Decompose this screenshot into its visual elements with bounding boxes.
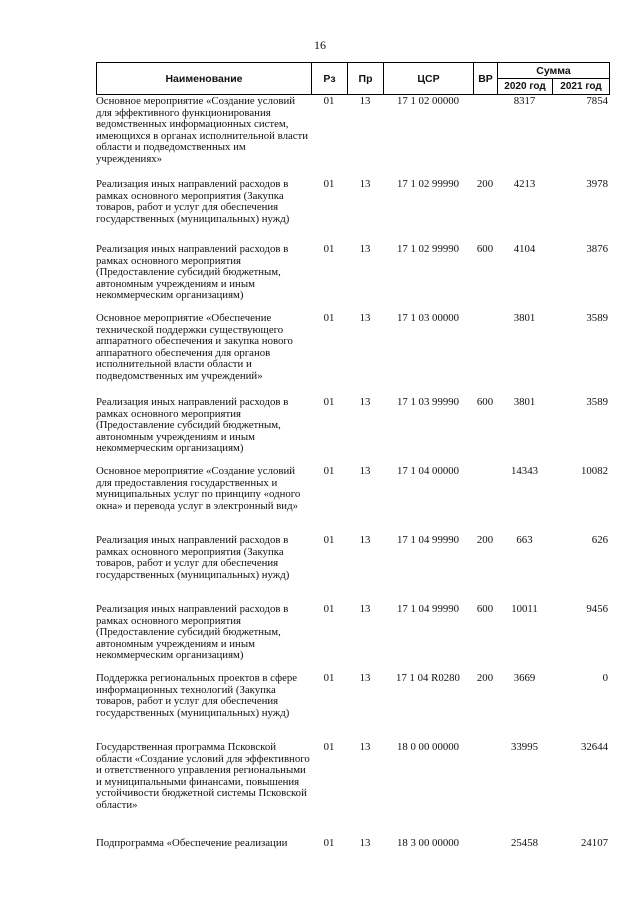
row-pr: 13	[359, 741, 371, 753]
row-vr: 600	[476, 603, 494, 615]
row-sum-2021: 24107	[581, 837, 608, 849]
row-name: Государственная программа Псковской области «Создание условий для эффективного и ответственного управления региональными и муниципальными финансами, повышения устойчивости бюджетной системы Псковской области»	[96, 741, 310, 811]
row-pr: 13	[359, 837, 371, 849]
row-rz: 01	[323, 741, 335, 753]
row-csr: 17 1 04 R0280	[396, 672, 460, 684]
row-sum-2020: 663	[516, 534, 533, 546]
row-sum-2021: 32644	[581, 741, 608, 753]
row-pr: 13	[359, 243, 371, 255]
table-header	[96, 62, 610, 95]
row-name: Реализация иных направлений расходов в рамках основного мероприятия (Закупка товаров, работ и услуг для обеспечения государственных (муниципальных) нужд)	[96, 534, 290, 581]
row-rz: 01	[323, 396, 335, 408]
row-name: Реализация иных направлений расходов в рамках основного мероприятия (Закупка товаров, работ и услуг для обеспечения государственных (муниципальных) нужд)	[96, 178, 290, 225]
row-csr: 17 1 04 99990	[396, 534, 460, 546]
row-csr: 17 1 03 99990	[396, 396, 460, 408]
row-csr: 17 1 02 00000	[396, 95, 460, 107]
row-csr: 18 0 00 00000	[396, 741, 460, 753]
row-sum-2021: 626	[591, 534, 608, 546]
header-2021: 2021 год	[560, 81, 602, 92]
row-rz: 01	[323, 312, 335, 324]
row-sum-2020: 33995	[511, 741, 538, 753]
row-sum-2021: 10082	[581, 465, 608, 477]
row-vr: 600	[476, 243, 494, 255]
row-rz: 01	[323, 672, 335, 684]
row-rz: 01	[323, 837, 335, 849]
row-pr: 13	[359, 95, 371, 107]
row-name: Реализация иных направлений расходов в рамках основного мероприятия (Предоставление субсидий бюджетным, автономным учреждениям и иным некоммерческим организациям)	[96, 603, 289, 662]
row-name: Реализация иных направлений расходов в рамках основного мероприятия (Предоставление субсидий бюджетным, автономным учреждениям и иным некоммерческим организациям)	[96, 396, 289, 455]
row-name: Подпрограмма «Обеспечение реализации	[96, 837, 288, 849]
row-rz: 01	[323, 95, 335, 107]
row-rz: 01	[323, 465, 335, 477]
row-rz: 01	[323, 603, 335, 615]
row-name: Основное мероприятие «Обеспечение технической поддержки существующего аппаратного обеспечения и закупка нового аппаратного обеспечения для органов исполнительной власти области и подведомственных им учреждений»	[96, 312, 293, 382]
row-vr: 200	[476, 178, 494, 190]
row-sum-2020: 8317	[513, 95, 536, 107]
header-csr: ЦСР	[384, 63, 474, 94]
row-sum-2021: 3978	[586, 178, 608, 190]
header-name: Наименование	[97, 63, 312, 94]
row-sum-2021: 3589	[586, 312, 608, 324]
row-csr: 17 1 03 00000	[396, 312, 460, 324]
header-rz: Рз	[312, 63, 348, 94]
row-sum-2021: 0	[602, 672, 608, 684]
row-sum-2020: 4104	[513, 243, 536, 255]
row-csr: 17 1 02 99990	[396, 243, 460, 255]
row-pr: 13	[359, 396, 371, 408]
row-name: Поддержка региональных проектов в сфере информационных технологий (Закупка товаров, работ и услуг для обеспечения государственных (муниципальных) нужд)	[96, 672, 298, 719]
row-rz: 01	[323, 178, 335, 190]
row-sum-2020: 4213	[513, 178, 536, 190]
row-sum-2020: 3669	[513, 672, 536, 684]
header-vr: ВР	[474, 63, 498, 94]
row-sum-2021: 3589	[586, 396, 608, 408]
row-pr: 13	[359, 312, 371, 324]
row-name: Основное мероприятие «Создание условий для эффективного функционирования ведомственных информационных систем, имеющихся в органах исполнительной власти области и подведомственных им учреждениях»	[96, 95, 309, 165]
row-csr: 17 1 02 99990	[396, 178, 460, 190]
row-csr: 17 1 04 00000	[396, 465, 460, 477]
row-pr: 13	[359, 465, 371, 477]
header-pr: Пр	[348, 63, 384, 94]
row-sum-2021: 9456	[586, 603, 608, 615]
row-pr: 13	[359, 672, 371, 684]
row-sum-2021: 7854	[586, 95, 608, 107]
header-2020: 2020 год	[498, 79, 553, 94]
row-pr: 13	[359, 603, 371, 615]
row-sum-2020: 10011	[511, 603, 538, 615]
row-pr: 13	[359, 534, 371, 546]
row-rz: 01	[323, 534, 335, 546]
row-csr: 17 1 04 99990	[396, 603, 460, 615]
row-name: Реализация иных направлений расходов в рамках основного мероприятия (Предоставление субсидий бюджетным, автономным учреждениям и иным некоммерческим организациям)	[96, 243, 289, 302]
row-sum-2020: 25458	[511, 837, 538, 849]
row-sum-2020: 14343	[511, 465, 538, 477]
header-sum: Сумма	[498, 63, 609, 79]
row-vr: 200	[476, 534, 494, 546]
row-rz: 01	[323, 243, 335, 255]
row-sum-2020: 3801	[513, 312, 536, 324]
row-sum-2021: 3876	[586, 243, 608, 255]
row-csr: 18 3 00 00000	[396, 837, 460, 849]
page-number: 16	[314, 38, 326, 52]
row-name: Основное мероприятие «Создание условий для предоставления государственных и муниципальных услуг по принципу «одного окна» и перевода услуг в электронный вид»	[96, 465, 301, 512]
row-vr: 600	[476, 396, 494, 408]
row-pr: 13	[359, 178, 371, 190]
row-vr: 200	[476, 672, 494, 684]
row-sum-2020: 3801	[513, 396, 536, 408]
